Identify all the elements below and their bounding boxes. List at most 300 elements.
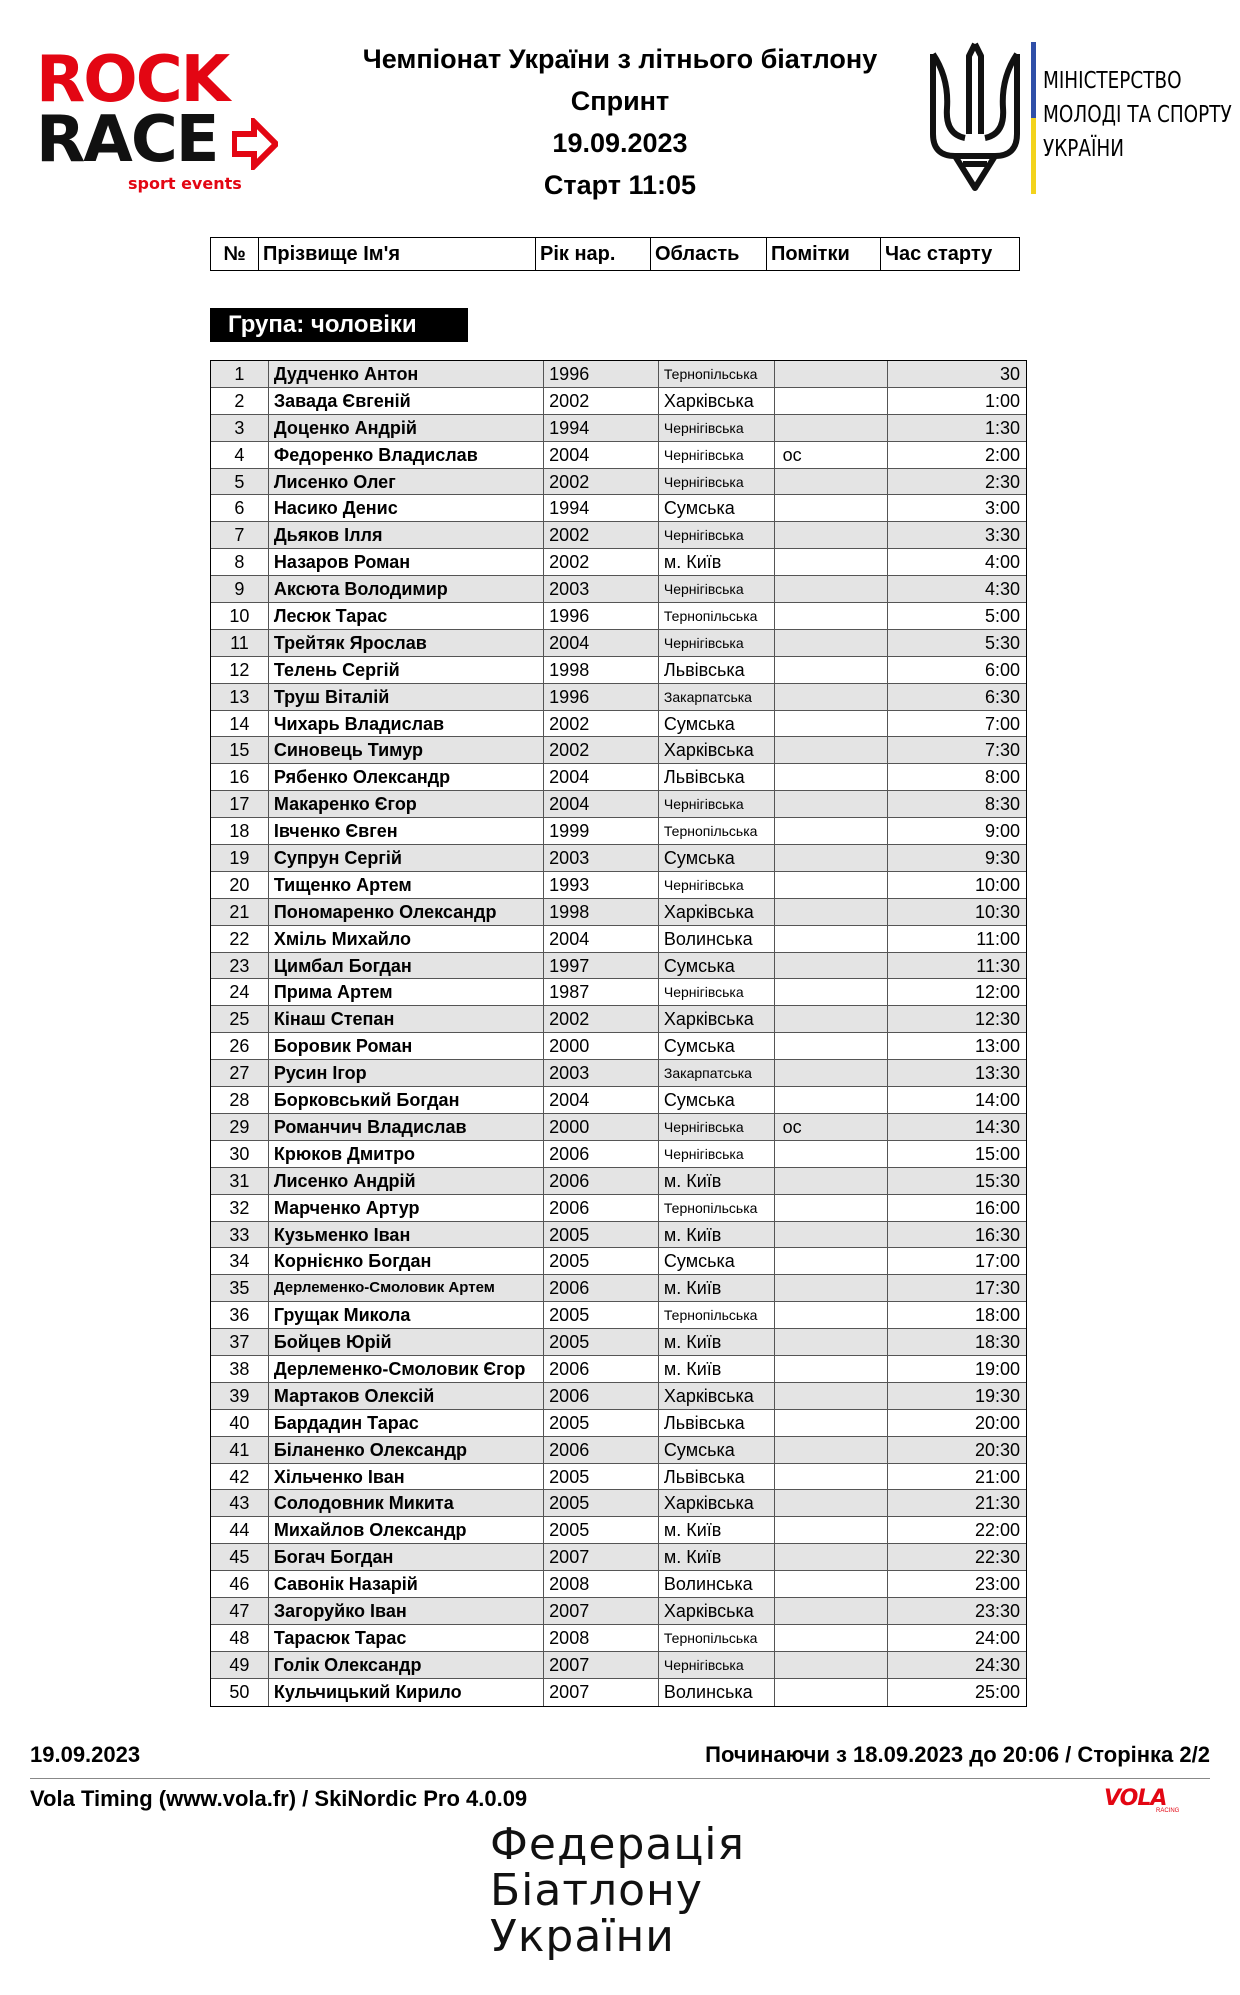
row-number: 36 [211,1302,269,1328]
note [775,1652,889,1678]
table-row [211,361,1026,388]
region: Харківська [659,1006,775,1032]
note [775,549,889,575]
birth-year: 2008 [544,1625,659,1651]
birth-year: 1998 [544,899,659,925]
note [775,1625,889,1651]
table-row [211,442,1026,469]
birth-year: 2005 [544,1410,659,1436]
athlete-name: Телень Сергій [269,657,544,683]
row-number: 30 [211,1141,269,1167]
table-row [211,657,1026,684]
athlete-name: Тарасюк Тарас [269,1625,544,1651]
note [775,657,889,683]
start-time: 8:00 [984,767,1020,788]
row-number: 47 [211,1598,269,1624]
title-line-discipline: Спринт [570,86,670,116]
title-line-start: Старт 11:05 [543,170,697,200]
rock-race-logo [36,43,276,200]
start-time: 21:00 [974,1466,1020,1487]
birth-year: 2004 [544,764,659,790]
note [775,1060,889,1086]
birth-year: 2004 [544,442,659,468]
footer-divider [30,1778,1210,1779]
athlete-name: Романчич Владислав [269,1114,544,1140]
note [775,791,889,817]
start-time: 1:00 [984,390,1020,411]
table-row [211,1356,1026,1383]
region: Чернігівська [659,1652,775,1678]
note [775,711,889,737]
start-time: 20:00 [974,1412,1020,1433]
birth-year: 2005 [544,1302,659,1328]
athlete-name: Богач Богдан [269,1544,544,1570]
table-row [211,979,1026,1006]
row-number: 25 [211,1006,269,1032]
region: Львівська [659,657,775,683]
table-row [211,1060,1026,1087]
federation-line-3: України [490,1911,675,1962]
note [775,388,889,414]
birth-year: 1987 [544,979,659,1005]
note [775,1544,889,1570]
table-row [211,818,1026,845]
table-row [211,1329,1026,1356]
title-line-championship: Чемпіонат України з літнього біатлону [362,44,878,74]
table-row [211,1114,1026,1141]
start-time: 17:30 [974,1278,1020,1299]
table-row [211,549,1026,576]
birth-year: 2000 [544,1033,659,1059]
table-row [211,737,1026,764]
birth-year: 2006 [544,1356,659,1382]
region: Закарпатська [659,1060,775,1086]
birth-year: 2002 [544,737,659,763]
athlete-name: Крюков Дмитро [269,1141,544,1167]
start-time: 30 [999,364,1020,384]
table-row [211,1383,1026,1410]
table-row [211,630,1026,657]
athlete-name: Михайлов Олександр [269,1517,544,1543]
athlete-name: Лисенко Андрій [269,1168,544,1194]
athlete-name: Боровик Роман [269,1033,544,1059]
start-time: 10:30 [974,901,1020,922]
note [775,979,889,1005]
logo-word-race: RACE [36,103,218,177]
note [775,1437,889,1463]
row-number: 33 [211,1222,269,1248]
athlete-name: Бардадин Тарас [269,1410,544,1436]
table-row [211,872,1026,899]
logo-subtitle: sport events [128,174,242,193]
row-number: 14 [211,711,269,737]
start-time: 3:00 [984,498,1020,519]
athlete-name: Солодовник Микита [269,1490,544,1516]
start-time: 5:30 [984,632,1020,653]
note [775,737,889,763]
start-time: 5:00 [984,606,1020,627]
birth-year: 1996 [544,684,659,710]
table-row [211,1141,1026,1168]
note [775,576,889,602]
region: м. Київ [659,1356,775,1382]
birth-year: 2006 [544,1275,659,1301]
start-time: 11:00 [976,928,1020,949]
table-row [211,1652,1026,1679]
birth-year: 1996 [544,603,659,629]
row-number: 49 [211,1652,269,1678]
birth-year: 2007 [544,1652,659,1678]
athlete-name: Синовець Тимур [269,737,544,763]
athlete-name: Кузьменко Іван [269,1222,544,1248]
start-time: 17:00 [974,1251,1020,1272]
federation-line-1: Федерація [490,1819,745,1870]
note [775,1329,889,1355]
note [775,469,889,495]
note [775,1275,889,1301]
birth-year: 1994 [544,415,659,441]
region: Чернігівська [659,791,775,817]
ministry-line-2: МОЛОДІ ТА СПОРТУ [1043,102,1232,128]
note [775,872,889,898]
row-number: 40 [211,1410,269,1436]
region: Сумська [659,1033,775,1059]
note [775,630,889,656]
table-row [211,1195,1026,1222]
ministry-line-1: МІНІСТЕРСТВО [1043,68,1182,94]
birth-year: 2006 [544,1195,659,1221]
row-number: 23 [211,953,269,979]
birth-year: 1993 [544,872,659,898]
row-number: 12 [211,657,269,683]
column-start-time: Час старту [885,243,993,265]
note [775,1141,889,1167]
ministry-logo [925,38,1235,198]
row-number: 2 [211,388,269,414]
note [775,1517,889,1543]
row-number: 35 [211,1275,269,1301]
region: Волинська [659,1679,775,1706]
athlete-name: Борковський Богдан [269,1087,544,1113]
row-number: 38 [211,1356,269,1382]
footer-software: Vola Timing (www.vola.fr) / SkiNordic Pro 4.0.09 [30,1786,528,1811]
note [775,603,889,629]
birth-year: 2004 [544,926,659,952]
birth-year: 2000 [544,1114,659,1140]
birth-year: 2003 [544,576,659,602]
row-number: 8 [211,549,269,575]
start-time: 3:30 [984,525,1020,546]
row-number: 32 [211,1195,269,1221]
table-row [211,1679,1026,1706]
birth-year: 1997 [544,953,659,979]
birth-year: 1999 [544,818,659,844]
birth-year: 2003 [544,1060,659,1086]
table-row [211,1275,1026,1302]
vola-logo [1104,1786,1208,1816]
table-row [211,1248,1026,1275]
region: Чернігівська [659,576,775,602]
region: Сумська [659,1087,775,1113]
row-number: 1 [211,361,269,387]
athlete-name: Тищенко Артем [269,872,544,898]
note [775,1598,889,1624]
table-row [211,1544,1026,1571]
region: Сумська [659,1248,775,1274]
start-time: 9:30 [984,848,1020,869]
athlete-name: Савонік Назарій [269,1571,544,1597]
table-row [211,1006,1026,1033]
athlete-name: Дудченко Антон [269,361,544,387]
start-time: 13:30 [974,1063,1020,1084]
birth-year: 2007 [544,1679,659,1706]
start-time: 12:30 [974,1009,1020,1030]
row-number: 9 [211,576,269,602]
region: Чернігівська [659,1141,775,1167]
athlete-name: Кульчицький Кирило [269,1679,544,1706]
table-row [211,845,1026,872]
table-row [211,899,1026,926]
start-time: 24:30 [974,1654,1020,1675]
athlete-name: Макаренко Єгор [269,791,544,817]
region: Волинська [659,926,775,952]
table-row [211,1087,1026,1114]
region: м. Київ [659,549,775,575]
region: м. Київ [659,1329,775,1355]
birth-year: 2006 [544,1437,659,1463]
birth-year: 1994 [544,495,659,521]
flag-yellow-bar [1031,118,1036,194]
column-region: Область [651,238,767,270]
region: Сумська [659,711,775,737]
table-row [211,684,1026,711]
region: Харківська [659,737,775,763]
start-time: 16:30 [974,1224,1020,1245]
table-row [211,603,1026,630]
athlete-name: Русин Ігор [269,1060,544,1086]
row-number: 18 [211,818,269,844]
table-column-header [210,237,1020,271]
athlete-name: Корнієнко Богдан [269,1248,544,1274]
start-time: 4:00 [984,552,1020,573]
row-number: 13 [211,684,269,710]
start-time: 11:30 [976,955,1020,976]
athlete-name: Грущак Микола [269,1302,544,1328]
column-year: Рік нар. [536,238,651,270]
start-time: 19:00 [974,1358,1020,1379]
athlete-name: Голік Олександр [269,1652,544,1678]
start-time: 20:30 [974,1439,1020,1460]
birth-year: 2002 [544,711,659,737]
table-row [211,1490,1026,1517]
start-time: 13:00 [974,1036,1020,1057]
table-row [211,576,1026,603]
column-name: Прізвище Ім'я [259,238,536,270]
athlete-name: Біланенко Олександр [269,1437,544,1463]
footer-date: 19.09.2023 [30,1742,141,1767]
note [775,1356,889,1382]
start-time: 24:00 [974,1627,1020,1648]
birth-year: 2004 [544,791,659,817]
row-number: 19 [211,845,269,871]
region: Чернігівська [659,469,775,495]
start-time: 21:30 [974,1493,1020,1514]
note [775,1571,889,1597]
start-time: 22:00 [974,1520,1020,1541]
federation-line-2: Біатлону [490,1865,703,1916]
logo-word-rock: ROCK [36,43,229,117]
note [775,1383,889,1409]
athlete-name: Хміль Михайло [269,926,544,952]
row-number: 4 [211,442,269,468]
note [775,1410,889,1436]
birth-year: 2002 [544,1006,659,1032]
region: м. Київ [659,1517,775,1543]
athlete-name: Дерлеменко-Смоловик Артем [269,1275,544,1301]
column-number: № [211,238,259,270]
region: Тернопільська [659,1302,775,1328]
note [775,1087,889,1113]
start-time: 15:00 [974,1143,1020,1164]
athlete-name: Лисенко Олег [269,469,544,495]
birth-year: 2002 [544,522,659,548]
region: Львівська [659,1410,775,1436]
region: м. Київ [659,1222,775,1248]
row-number: 28 [211,1087,269,1113]
table-row [211,1302,1026,1329]
note [775,684,889,710]
region: Сумська [659,495,775,521]
note [775,1464,889,1490]
region: Чернігівська [659,979,775,1005]
table-row [211,522,1026,549]
athlete-name: Хільченко Іван [269,1464,544,1490]
start-time: 8:30 [984,794,1020,815]
athlete-name: Загоруйко Іван [269,1598,544,1624]
start-time: 23:30 [974,1600,1020,1621]
start-time: 15:30 [974,1170,1020,1191]
start-time: 7:30 [984,740,1020,761]
birth-year: 2003 [544,845,659,871]
start-time: 10:00 [974,874,1020,895]
region: Сумська [659,845,775,871]
start-time: 6:30 [984,686,1020,707]
table-row [211,1410,1026,1437]
table-row [211,388,1026,415]
row-number: 41 [211,1437,269,1463]
region: Закарпатська [659,684,775,710]
athlete-name: Прима Артем [269,979,544,1005]
table-row [211,1168,1026,1195]
table-row [211,1033,1026,1060]
athlete-name: Дьяков Ілля [269,522,544,548]
birth-year: 2005 [544,1248,659,1274]
row-number: 27 [211,1060,269,1086]
athlete-name: Кінаш Степан [269,1006,544,1032]
athlete-name: Назаров Роман [269,549,544,575]
row-number: 42 [211,1464,269,1490]
row-number: 26 [211,1033,269,1059]
athlete-name: Насико Денис [269,495,544,521]
birth-year: 2005 [544,1222,659,1248]
row-number: 39 [211,1383,269,1409]
start-time: 18:00 [974,1305,1020,1326]
row-number: 3 [211,415,269,441]
table-row [211,926,1026,953]
row-number: 20 [211,872,269,898]
region: Львівська [659,764,775,790]
athlete-name: Федоренко Владислав [269,442,544,468]
table-row [211,791,1026,818]
column-notes: Помітки [767,238,881,270]
region: Чернігівська [659,522,775,548]
table-row [211,469,1026,496]
row-number: 10 [211,603,269,629]
note [775,522,889,548]
note [775,495,889,521]
birth-year: 2006 [544,1168,659,1194]
region: Чернігівська [659,1114,775,1140]
region: Тернопільська [659,603,775,629]
start-time: 12:00 [974,982,1020,1003]
birth-year: 2005 [544,1329,659,1355]
row-number: 31 [211,1168,269,1194]
note [775,1195,889,1221]
region: Чернігівська [659,872,775,898]
athlete-name: Марченко Артур [269,1195,544,1221]
logo-arrow-icon [232,118,278,170]
region: Харківська [659,1598,775,1624]
athlete-name: Труш Віталій [269,684,544,710]
region: Харківська [659,1383,775,1409]
start-list-table [210,360,1027,1707]
region: Тернопільська [659,1195,775,1221]
row-number: 37 [211,1329,269,1355]
note [775,1248,889,1274]
birth-year: 2007 [544,1544,659,1570]
athlete-name: Супрун Сергій [269,845,544,871]
start-time: 6:00 [984,659,1020,680]
row-number: 6 [211,495,269,521]
table-row [211,1437,1026,1464]
table-row [211,1464,1026,1491]
region: Тернопільська [659,818,775,844]
birth-year: 2006 [544,1141,659,1167]
birth-year: 2002 [544,549,659,575]
vola-logo-text: VOLA [1104,1786,1167,1811]
table-row [211,1625,1026,1652]
region: Чернігівська [659,630,775,656]
athlete-name: Дерлеменко-Смоловик Єгор [269,1356,544,1382]
row-number: 44 [211,1517,269,1543]
start-time: 7:00 [984,713,1020,734]
region: Сумська [659,1437,775,1463]
note [775,1168,889,1194]
birth-year: 1998 [544,657,659,683]
row-number: 21 [211,899,269,925]
start-time: 2:30 [984,471,1020,492]
biathlon-federation-logo [490,1819,810,1972]
athlete-name: Цимбал Богдан [269,953,544,979]
region: м. Київ [659,1544,775,1570]
row-number: 7 [211,522,269,548]
region: м. Київ [659,1168,775,1194]
row-number: 15 [211,737,269,763]
row-number: 45 [211,1544,269,1570]
start-time: 14:30 [974,1116,1020,1137]
note [775,926,889,952]
region: Харківська [659,1490,775,1516]
